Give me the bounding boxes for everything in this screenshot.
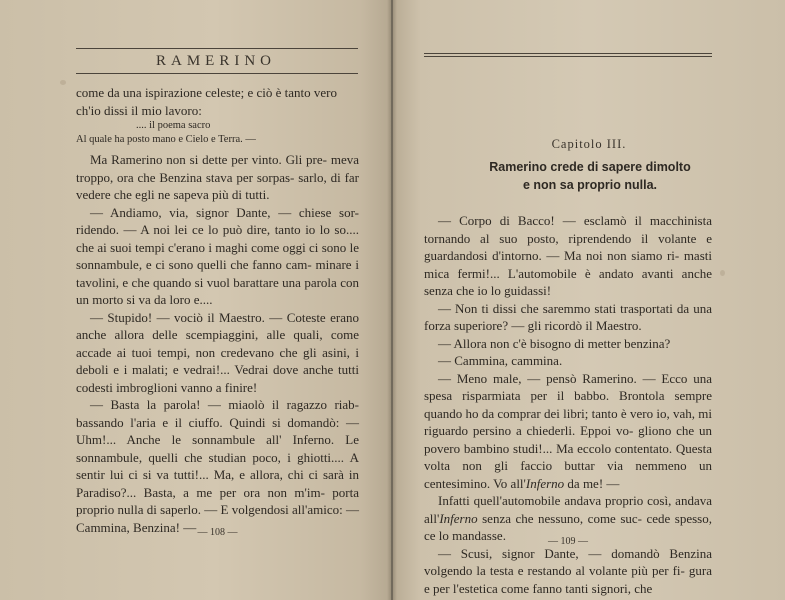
text-line: ch'io dissi il mio lavoro: [76, 102, 202, 118]
paragraph: — Corpo di Bacco! — esclamò il macchinista tornando al suo posto, riprendendo il volante e guardandosi d'intorno. — Ma noi non siamo ri- masti mica fermi!... L'automobile è andato avanti anche senza che io lo guidassi! [424, 213, 712, 298]
paragraph: — Allora non c'è bisogno di metter benzina? [438, 335, 671, 351]
header-rule-bottom [76, 73, 358, 74]
quote-line: .... il poema sacro [136, 120, 211, 131]
chapter-title-line: e non sa proprio nulla. [522, 178, 658, 192]
chapter-number: Capitolo III. [551, 137, 627, 151]
paragraph [424, 370, 712, 493]
italic-word: Inferno [525, 475, 565, 491]
paragraph-text: senza che nessuno, come suc- cede spesso, ce lo mandasse. [424, 510, 712, 543]
paper-stain [60, 80, 66, 85]
header-rule-double [424, 56, 712, 57]
header-rule-top [76, 48, 358, 49]
chapter-title [440, 158, 740, 194]
running-head: RAMERINO [155, 53, 276, 69]
paragraph: — Andiamo, via, signor Dante, — chiese sor- ridendo. — A noi lei ce lo può dire, tanto io lo so.... che ai suoi tempi c'erano i maghi come oggi ci sono le sonnambule, e ci sono quelli che fanno cam- minare i tavolini, e che quando si vuol barattare una parola con un morto si va da loro e.... [76, 204, 359, 307]
paragraph-text: Infatti quell'automobile andava proprio così, andava all' [424, 493, 712, 526]
paper-stain [720, 270, 725, 276]
paragraph-text: da me! — [564, 475, 620, 491]
italic-word: Inferno [439, 510, 478, 526]
header-rule-top [424, 53, 712, 54]
paragraph: Ma Ramerino non si dette per vinto. Gli pre- meva troppo, ora che Benzina stava per sorpas- sarlo, di far vedere che egli ne sapeva più di tutti. [76, 152, 359, 202]
page-number-left: — 108 — [197, 527, 238, 538]
paragraph: — Scusi, signor Dante, — domandò Benzina volgendo la testa e restando al volante più per fi- gura e per l'estetica come fanno tanti signori, che [424, 545, 712, 596]
paragraph-text: — Meno male, — pensò Ramerino. — Ecco una spesa risparmiata per il babbo. Brontola sempre quando ho da comprar dei libri; tanto è vero io, vah, mi riguardo persino a chiederli. Eppoi vo- gliono che un povero bambino studi!... Ma eccolo contentato. Questa volta non gli faccio buttar via nemmeno un centesimino. Vo all' [424, 370, 712, 491]
paragraph: — Cammina, cammina. [438, 353, 563, 368]
page-number-right: — 109 — [548, 536, 588, 547]
left-page-text [76, 84, 359, 536]
text-line: come da una ispirazione celeste; e ciò è tanto vero [76, 85, 337, 100]
chapter-title-line: Ramerino crede di sapere dimolto [489, 160, 691, 174]
paragraph: — Non ti dissi che saremmo stati trasportati da una forza superiore? — gli ricordò il Maestro. [424, 300, 712, 333]
quote-line: Al quale ha posto mano e Cielo e Terra. — [76, 134, 256, 145]
book-gutter [387, 0, 397, 600]
paragraph: — Stupido! — vociò il Maestro. — Coteste erano anche allora delle scempiaggini, alle quali, come accade ai tuoi tempi, non credevano che gli asini, i deboli e i malati; e vedrai!... Vedrai dove anche tutti codesti imbroglioni vanno a finire! [76, 309, 359, 395]
paragraph: — Basta la parola! — miaolò il ragazzo riab- bassando l'aria e il ciuffo. Quindi si domandò: — Uhm!... Anche le sonnambule all' Inferno. Le sonnambule, quelli che studian poco, i ghiotti.... A sentir lui ci si va tutti!... Ma, e allora, chi ci sarà in Paradiso?... Basta, a me per ora non m'im- porta proprio nulla di saperlo. — E volgendosi all'amico: — Cammina, Benzina! — [76, 397, 359, 535]
